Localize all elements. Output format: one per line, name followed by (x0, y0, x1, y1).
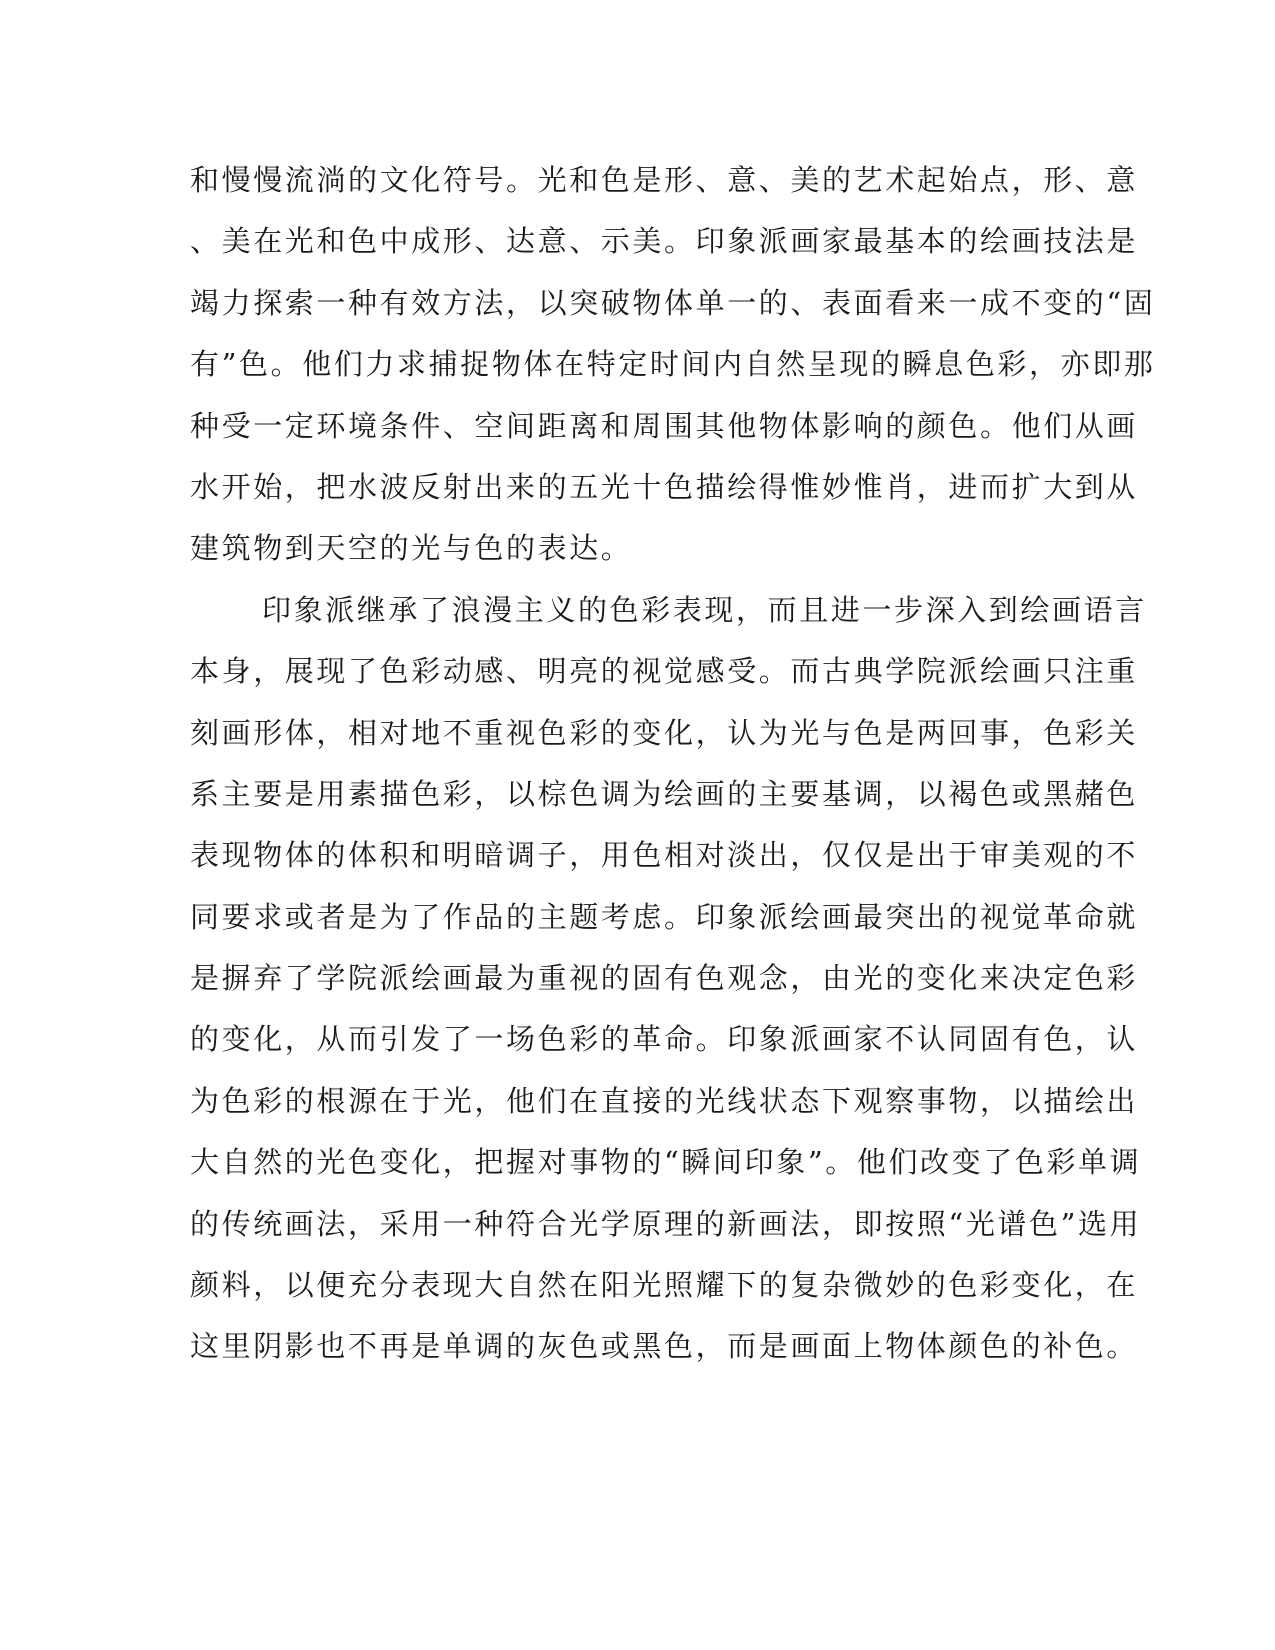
paragraph-2 (190, 592, 1147, 1394)
text-line: 这里阴影也不再是单调的灰色或黑色，而是画面上物体颜色的补色。 (190, 1329, 1139, 1364)
text-line: 表现物体的体积和明暗调子，用色相对淡出，仅仅是出于审美观的不 (190, 838, 1139, 873)
text-line: 为色彩的根源在于光，他们在直接的光线状态下观察事物，以描绘出 (190, 1083, 1139, 1118)
text-line: 系主要是用素描色彩，以棕色调为绘画的主要基调，以褐色或黑赭色 (190, 776, 1139, 811)
text-line: 水开始，把水波反射出来的五光十色描绘得惟妙惟肖，进而扩大到从 (190, 469, 1139, 504)
text-line: 、美在光和色中成形、达意、示美。印象派画家最基本的绘画技法是 (190, 224, 1139, 259)
text-line: 刻画形体，相对地不重视色彩的变化，认为光与色是两回事，色彩关 (190, 715, 1139, 750)
paragraph-1 (190, 163, 1156, 596)
text-line: 和慢慢流淌的文化符号。光和色是形、意、美的艺术起始点，形、意 (190, 163, 1139, 197)
text-line: 种受一定环境条件、空间距离和周围其他物体影响的颜色。他们从画 (190, 408, 1139, 443)
text-line: 大自然的光色变化，把握对事物的“瞬间印象”。他们改变了色彩单调 (190, 1145, 1142, 1180)
text-line: 颜料，以便充分表现大自然在阳光照耀下的复杂微妙的色彩变化，在 (190, 1268, 1139, 1303)
text-line: 本身，展现了色彩动感、明亮的视觉感受。而古典学院派绘画只注重 (190, 654, 1139, 689)
text-line: 竭力探索一种有效方法，以突破物体单一的、表面看来一成不变的“固 (190, 285, 1156, 320)
text-line: 是摒弃了学院派绘画最为重视的固有色观念，由光的变化来决定色彩 (190, 961, 1139, 996)
text-line: 的传统画法，采用一种符合光学原理的新画法，即按照“光谱色”选用 (190, 1206, 1142, 1241)
body-text (190, 163, 1156, 1394)
text-line: 的变化，从而引发了一场色彩的革命。印象派画家不认同固有色，认 (190, 1022, 1139, 1057)
text-line: 建筑物到天空的光与色的表达。 (190, 531, 633, 566)
text-line: 印象派继承了浪漫主义的色彩表现，而且进一步深入到绘画语言 (262, 592, 1147, 627)
text-line: 有”色。他们力求捕捉物体在特定时间内自然呈现的瞬息色彩，亦即那 (190, 347, 1156, 382)
text-line: 同要求或者是为了作品的主题考虑。印象派绘画最突出的视觉革命就 (190, 899, 1139, 934)
